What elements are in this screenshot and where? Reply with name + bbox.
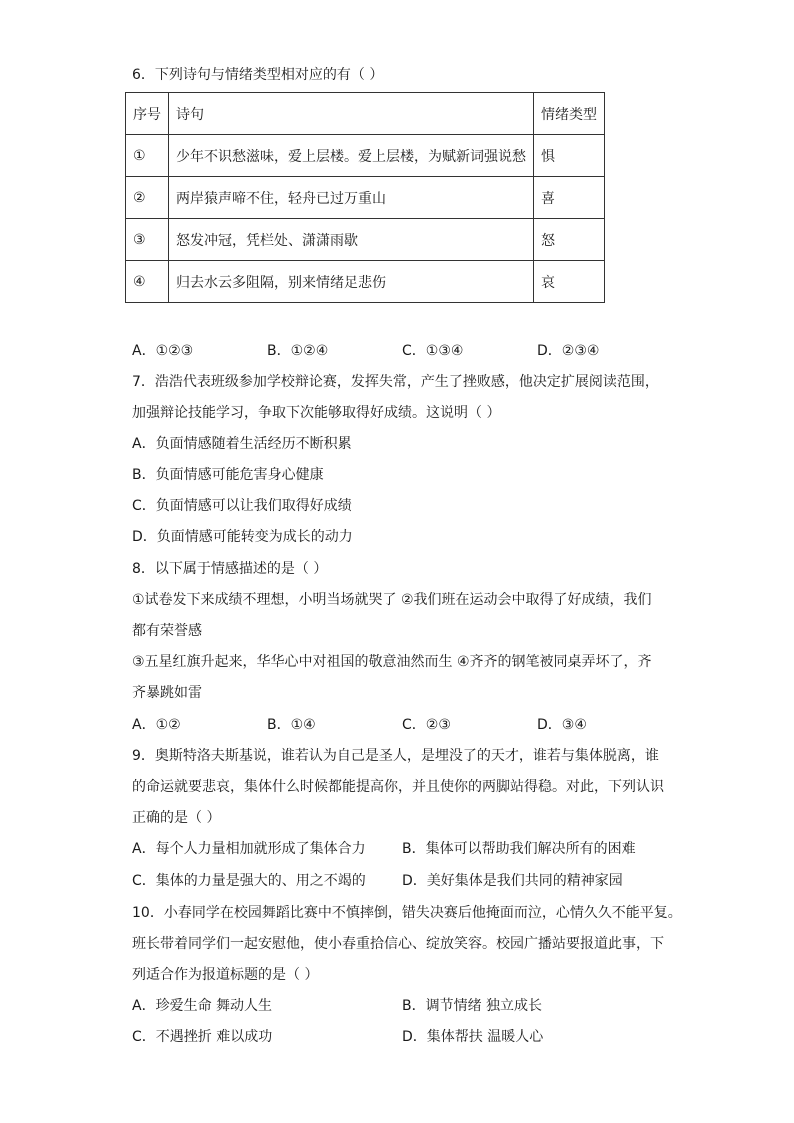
option-d[interactable]: D．美好集体是我们共同的精神家园 <box>402 873 623 889</box>
q7-option-b[interactable]: B．负面情感可能危害身心健康 <box>132 467 324 483</box>
option-b[interactable]: B．①②④ <box>267 343 329 359</box>
q9-options-row <box>132 871 672 891</box>
q10-options-row <box>132 996 672 1016</box>
q9-options-row <box>132 839 672 859</box>
table-row <box>126 261 605 303</box>
option-d[interactable]: D．集体帮扶 温暖人心 <box>402 1029 544 1045</box>
q6-stem: 6．下列诗句与情绪类型相对应的有（ ） <box>132 67 384 83</box>
row-poem: 怒发冲冠，凭栏处、潇潇雨歇 <box>169 219 534 261</box>
q9-stem-line: 的命运就要悲哀，集体什么时候都能提高你，并且使你的两脚站得稳。对此，下列认识 <box>132 779 664 795</box>
option-d[interactable]: D．②③④ <box>537 343 600 359</box>
option-a[interactable]: A．珍爱生命 舞动人生 <box>132 998 273 1014</box>
q8-statement-line: 都有荣誉感 <box>132 623 202 639</box>
table-row <box>126 177 605 219</box>
row-poem: 归去水云多阻隔，别来情绪足悲伤 <box>169 261 534 303</box>
q7-stem-line: 加强辩论技能学习，争取下次能够取得好成绩。这说明（ ） <box>132 405 501 421</box>
row-poem: 两岸猿声啼不住，轻舟已过万重山 <box>169 177 534 219</box>
header-index: 序号 <box>126 93 169 135</box>
table-header-row <box>126 93 605 135</box>
q10-stem-line: 10．小春同学在校园舞蹈比赛中不慎摔倒，错失决赛后他掩面而泣，心情久久不能平复。 <box>132 905 682 921</box>
table-row <box>126 135 605 177</box>
q8-statement-line: ③五星红旗升起来，华华心中对祖国的敬意油然而生 ④齐齐的钢笔被同桌弄坏了，齐 <box>132 654 652 670</box>
poem-emotion-table <box>125 92 605 303</box>
option-c[interactable]: C．①③④ <box>402 343 464 359</box>
option-a[interactable]: A．①② <box>132 717 181 733</box>
q9-stem-line: 9．奥斯特洛夫斯基说，谁若认为自己是圣人，是埋没了的天才，谁若与集体脱离，谁 <box>132 748 659 764</box>
q10-stem-line: 列适合作为报道标题的是（ ） <box>132 967 319 983</box>
q8-statement-line: ①试卷发下来成绩不理想，小明当场就哭了 ②我们班在运动会中取得了好成绩，我们 <box>132 592 652 608</box>
option-c[interactable]: C．不遇挫折 难以成功 <box>132 1029 273 1045</box>
row-poem: 少年不识愁滋味，爱上层楼。爱上层楼，为赋新词强说愁 <box>169 135 534 177</box>
row-index: ③ <box>126 219 169 261</box>
q7-stem-line: 7．浩浩代表班级参加学校辩论赛，发挥失常，产生了挫败感，他决定扩展阅读范围， <box>132 374 659 390</box>
table-row <box>126 219 605 261</box>
row-index: ① <box>126 135 169 177</box>
q7-option-c[interactable]: C．负面情感可以让我们取得好成绩 <box>132 498 352 514</box>
row-emotion: 惧 <box>534 135 605 177</box>
option-c[interactable]: C．集体的力量是强大的、用之不竭的 <box>132 873 366 889</box>
q7-option-d[interactable]: D．负面情感可能转变为成长的动力 <box>132 529 353 545</box>
q10-stem-line: 班长带着同学们一起安慰他，使小春重拾信心、绽放笑容。校园广播站要报道此事，下 <box>132 936 664 952</box>
q10-options-row <box>132 1027 672 1047</box>
option-a[interactable]: A．每个人力量相加就形成了集体合力 <box>132 841 366 857</box>
q8-stem: 8．以下属于情感描述的是（ ） <box>132 561 328 577</box>
header-emotion: 情绪类型 <box>534 93 605 135</box>
option-d[interactable]: D．③④ <box>537 717 587 733</box>
q8-options <box>132 715 672 735</box>
option-a[interactable]: A．①②③ <box>132 343 194 359</box>
option-b[interactable]: B．调节情绪 独立成长 <box>402 998 543 1014</box>
row-emotion: 哀 <box>534 261 605 303</box>
option-b[interactable]: B．①④ <box>267 717 316 733</box>
q6-options <box>132 341 672 361</box>
row-emotion: 喜 <box>534 177 605 219</box>
row-emotion: 怒 <box>534 219 605 261</box>
option-c[interactable]: C．②③ <box>402 717 451 733</box>
header-poem: 诗句 <box>169 93 534 135</box>
option-b[interactable]: B．集体可以帮助我们解决所有的困难 <box>402 841 636 857</box>
q9-stem-line: 正确的是（ ） <box>132 810 221 826</box>
row-index: ④ <box>126 261 169 303</box>
q7-option-a[interactable]: A．负面情感随着生活经历不断积累 <box>132 436 352 452</box>
q8-statement-line: 齐暴跳如雷 <box>132 685 202 701</box>
row-index: ② <box>126 177 169 219</box>
